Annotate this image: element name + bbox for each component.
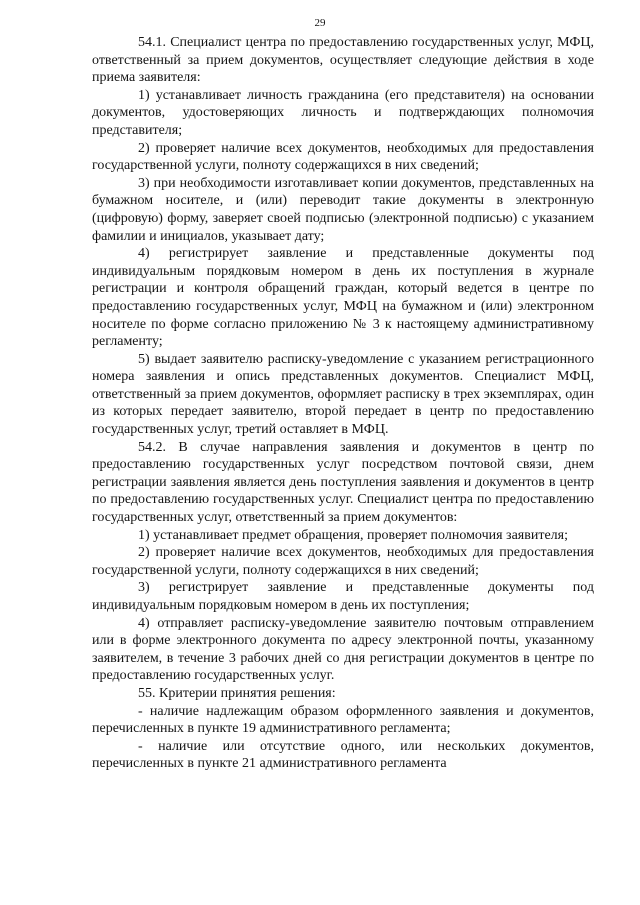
list-item-3: 3) при необходимости изготавливает копии документов, представленных на бумажном носителе, и (или) переводит такие документы в электронную (цифровую) форму, заверяет своей подписью (электронной подписью) с указанием фамилии и инициалов, указывает дату; xyxy=(92,175,594,244)
list-item-2: 2) проверяет наличие всех документов, необходимых для предоставления государственной услуги, полноту содержащихся в них сведений; xyxy=(92,545,594,578)
list-item-2: 2) проверяет наличие всех документов, необходимых для предоставления государственной услуги, полноту содержащихся в них сведений; xyxy=(92,140,594,174)
paragraph-54-2: 54.2. В случае направления заявления и документов в центр по предоставлению государственных услуг посредством почтовой связи, днем регистрации заявления является день поступления заявления и документов в центр по предоставлению государственных услуг. Специалист центра по предоставлению государственных услуг, ответственный за прием документов: xyxy=(92,439,594,526)
page-number: 29 xyxy=(314,17,326,29)
list-item-3: 3) регистрирует заявление и представленные документы под индивидуальным порядковым номером в день их поступления; xyxy=(92,580,594,613)
list-item-5: 5) выдает заявителю расписку-уведомление с указанием регистрационного номера заявления и опись представленных документов. Специалист МФЦ, ответственный за прием документов, оформляет расписку в трех экземплярах, один из которых передает заявителю, второй передает в центр по предоставлению государственных услуг, третий оставляет в МФЦ. xyxy=(92,351,594,438)
document-body xyxy=(92,34,594,773)
criteria-item-1: - наличие надлежащим образом оформленного заявления и документов, перечисленных в пункте 19 административного регламента; xyxy=(92,703,594,737)
paragraph-54-1: 54.1. Специалист центра по предоставлению государственных услуг, МФЦ, ответственный за прием документов, осуществляет следующие действия в ходе приема заявителя: xyxy=(92,35,594,86)
list-item-1: 1) устанавливает личность гражданина (его представителя) на основании документов, удостоверяющих личность и подтверждающих полномочия представителя; xyxy=(92,87,594,138)
list-item-4: 4) отправляет расписку-уведомление заявителю почтовым отправлением или в форме электронного документа по адресу электронной почты, указанному заявителем, в течение 3 рабочих дней со дня регистрации документов в центре по предоставлению государственных услуг. xyxy=(92,615,594,684)
list-item-4: 4) регистрирует заявление и представленные документы под индивидуальным порядковым номером в день их поступления в журнале регистрации и контроля обращений граждан, который ведется в центре по предоставлению государственных услуг, МФЦ на бумажном и (или) электронном носителе по форме согласно приложению № 3 к настоящему административному регламенту; xyxy=(92,246,594,350)
paragraph-55: 55. Критерии принятия решения: xyxy=(138,685,336,701)
list-item-1: 1) устанавливает предмет обращения, проверяет полномочия заявителя; xyxy=(138,527,568,543)
criteria-item-2: - наличие или отсутствие одного, или нескольких документов, перечисленных в пункте 21 административного регламента xyxy=(92,738,594,772)
